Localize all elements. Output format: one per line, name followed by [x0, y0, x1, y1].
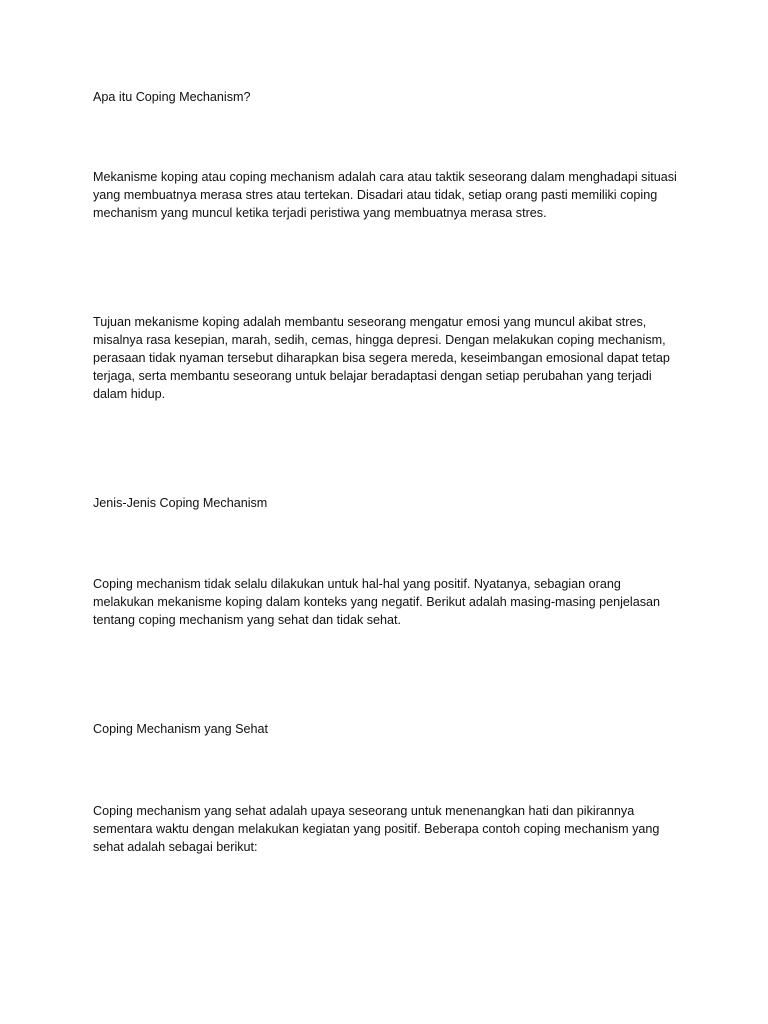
- heading-apa-itu-coping-mechanism: Apa itu Coping Mechanism?: [93, 90, 251, 104]
- paragraph-definition: Mekanisme koping atau coping mechanism adalah cara atau taktik seseorang dalam menghadapi situasi yang membuatnya merasa stres atau tertekan. Disadari atau tidak, setiap orang pasti memiliki coping mechanism yang muncul ketika terjadi peristiwa yang membuatnya merasa stres.: [93, 170, 677, 220]
- paragraph-healthy-coping: Coping mechanism yang sehat adalah upaya seseorang untuk menenangkan hati dan pikirannya sementara waktu dengan melakukan kegiatan yang positif. Beberapa contoh coping mechanism yang sehat adalah sebagai berikut:: [93, 804, 660, 854]
- paragraph-types-intro: Coping mechanism tidak selalu dilakukan untuk hal-hal yang positif. Nyatanya, sebagian orang melakukan mekanisme koping dalam konteks yang negatif. Berikut adalah masing-masing penjelasan tentang coping mechanism yang sehat dan tidak sehat.: [93, 577, 661, 627]
- heading-coping-mechanism-yang-sehat: Coping Mechanism yang Sehat: [93, 722, 269, 736]
- paragraph-purpose: Tujuan mekanisme koping adalah membantu seseorang mengatur emosi yang muncul akibat stres, misalnya rasa kesepian, marah, sedih, cemas, hingga depresi. Dengan melakukan coping mechanism, perasaan tidak nyaman tersebut diharapkan bisa segera mereda, keseimbangan emosional dapat tetap terjaga, serta membantu seseorang untuk belajar beradaptasi dengan setiap perubahan yang terjadi dalam hidup.: [93, 315, 670, 401]
- heading-jenis-jenis-coping-mechanism: Jenis-Jenis Coping Mechanism: [93, 496, 268, 510]
